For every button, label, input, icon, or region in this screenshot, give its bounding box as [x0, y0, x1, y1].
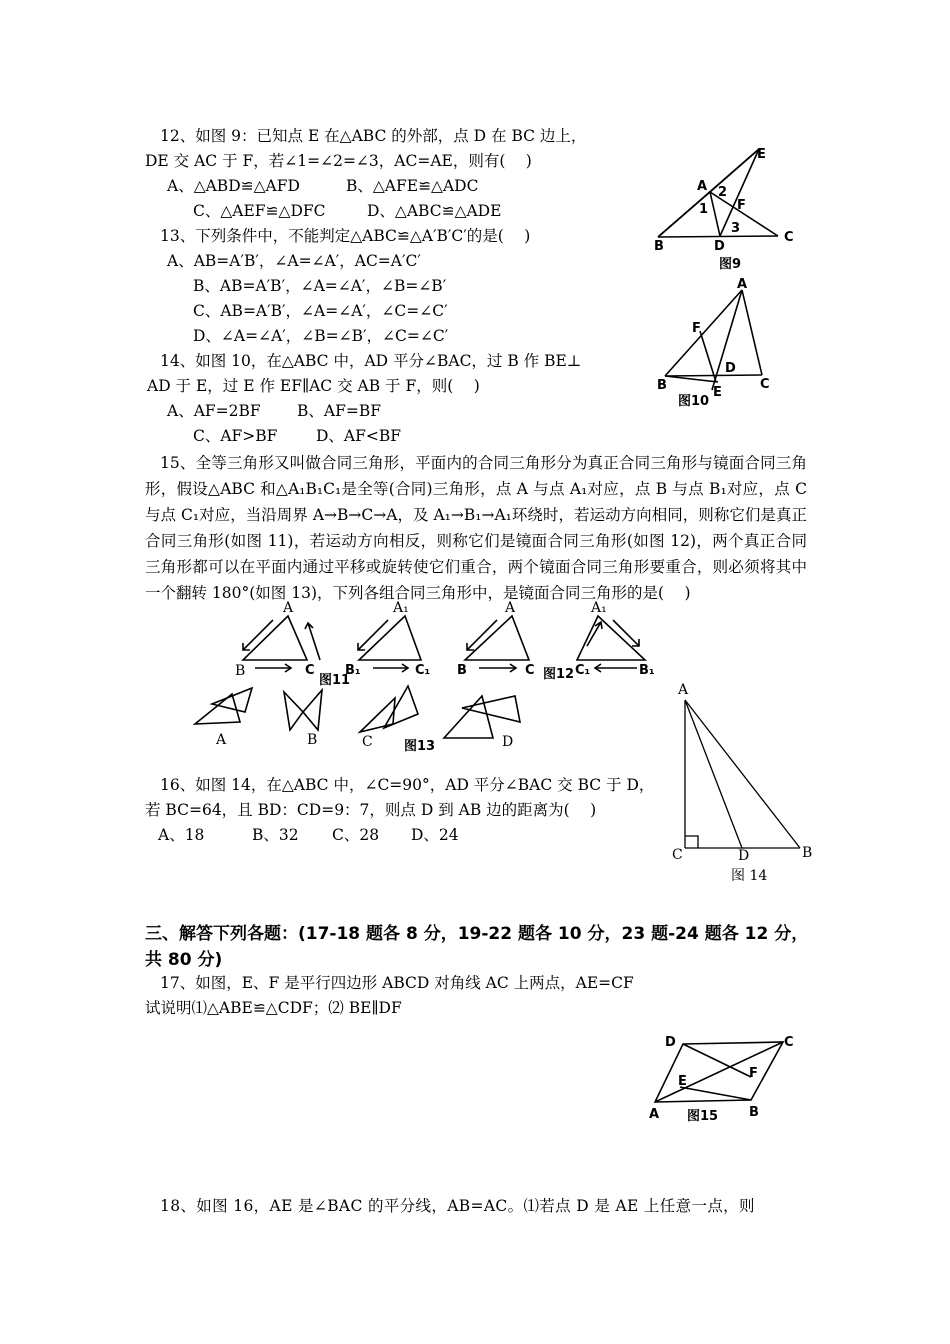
q12-option-c: C、△AEF≌△DFC — [193, 202, 326, 220]
fig12-label-b: B — [457, 663, 467, 678]
fig12-label-a1: A₁ — [591, 600, 607, 616]
fig9-caption: 图9 — [719, 257, 742, 272]
fig12-caption: 图12 — [543, 667, 575, 682]
fig10-label-c: C — [760, 377, 770, 392]
figure-9 — [648, 140, 808, 275]
fig13-b-triangle-1 — [284, 692, 303, 730]
q18-line1: 18、如图 16，AE 是∠BAC 的平分线，AB=AC。⑴若点 D 是 AE 上任意一点，则 — [160, 1197, 755, 1215]
fig9-label-b: B — [654, 239, 664, 254]
q13-option-d: D、∠A=∠A′，∠B=∠B′，∠C=∠C′ — [193, 327, 449, 345]
fig13-label-c: C — [362, 734, 373, 750]
q14-option-b: B、AF=BF — [297, 402, 381, 420]
fig10-line-fe — [700, 331, 716, 382]
fig10-label-e: E — [713, 385, 722, 400]
q16-option-c: C、28 — [332, 826, 380, 844]
fig13-label-d: D — [502, 734, 514, 750]
fig10-line-be — [665, 376, 718, 382]
figure-14 — [670, 676, 830, 886]
fig10-label-d: D — [725, 361, 736, 376]
fig13-b-triangle-2 — [303, 690, 322, 730]
q12-line1: 12、如图 9：已知点 E 在△ABC 的外部，点 D 在 BC 边上， — [160, 127, 587, 145]
fig13-label-a: A — [216, 732, 227, 748]
q16-line2: 若 BC=64，且 BD：CD=9：7，则点 D 到 AB 边的距离为( ) — [145, 801, 597, 819]
fig12-label-c: C — [525, 663, 535, 678]
q16-option-b: B、32 — [252, 826, 299, 844]
fig15-caption: 图15 — [687, 1109, 719, 1124]
fig13-c-triangle-1 — [360, 698, 395, 732]
fig12-triangle-1 — [465, 616, 529, 660]
fig11-label-c: C — [305, 663, 315, 678]
fig9-label-c: C — [784, 230, 794, 245]
fig9-label-3: 3 — [731, 221, 741, 236]
fig15-line-df — [683, 1044, 751, 1077]
q17-line2: 试说明⑴△ABE≌△CDF；⑵ BE∥DF — [145, 999, 402, 1017]
fig9-label-f: F — [737, 198, 746, 213]
q12-option-b: B、△AFE≌△ADC — [346, 177, 479, 195]
fig13-a-triangle-2 — [212, 688, 252, 712]
figure-13 — [190, 684, 530, 754]
fig15-label-b: B — [749, 1105, 759, 1120]
fig15-label-a: A — [649, 1107, 660, 1122]
section3-heading: 三、解答下列各题：(17-18 题各 8 分，19-22 题各 10 分，23 题-24 题各 12 分，共 80 分) — [145, 924, 809, 970]
fig11-label-c1: C₁ — [415, 663, 431, 678]
fig14-label-d: D — [738, 848, 750, 864]
fig11-arrow-1c — [308, 623, 320, 660]
q13-option-a: A、AB=A′B′，∠A=∠A′，AC=A′C′ — [167, 252, 421, 270]
fig11-triangle-1 — [243, 616, 307, 660]
fig13-label-b: B — [307, 732, 318, 748]
fig11-label-a1: A₁ — [393, 600, 409, 616]
fig11-arrow-2a — [358, 620, 388, 650]
fig10-caption: 图10 — [678, 394, 710, 409]
fig14-right-angle — [685, 836, 698, 848]
fig14-caption: 图 14 — [731, 868, 768, 884]
q15-paragraph: 15、全等三角形又叫做合同三角形，平面内的合同三角形分为真正合同三角形与镜面合同三角形，假设△ABC 和△A₁B₁C₁是全等(合同)三角形，点 A 与点 A₁对应，点 B 与点 B₁对应，点 C 与点 C₁对应，当沿周界 A→B→C→A，及 A₁→B₁→A₁环绕时，若运动方向相同，则称它们是真正合同三角形(如图 11)，若运动方向相反，则称它们是镜面合同三角形(如图 12)，两个真正合同三角形都可以在平面内通过平移或旋转使它们重合，两个镜面合同三角形要重合，则必须将其中一个翻转 180°(如图 13)，下列各组合同三角形中，是镜面合同三角形的是( ) — [145, 454, 807, 602]
figure-15 — [645, 1032, 805, 1132]
fig9-label-2: 2 — [718, 185, 728, 200]
fig9-line-bc — [658, 236, 778, 237]
fig9-label-a: A — [697, 179, 708, 194]
fig10-label-f: F — [692, 321, 701, 336]
fig15-label-c: C — [784, 1035, 794, 1050]
q13-option-c: C、AB=A′B′，∠A=∠A′，∠C=∠C′ — [193, 302, 448, 320]
q12-option-a: A、△ABD≌△AFD — [167, 177, 300, 195]
fig10-label-b: B — [657, 378, 667, 393]
fig14-label-b: B — [802, 845, 813, 861]
q14-option-a: A、AF=2BF — [167, 402, 261, 420]
fig11-label-b: B — [235, 663, 246, 679]
fig15-line-eb — [680, 1087, 751, 1100]
q13-line1: 13、下列条件中，不能判定△ABC≌△A′B′C′的是( ) — [160, 227, 531, 245]
q16-option-d: D、24 — [411, 826, 459, 844]
fig11-caption: 图11 — [319, 673, 351, 688]
fig14-label-a: A — [678, 682, 689, 698]
fig10-label-a: A — [737, 277, 748, 292]
fig13-c-triangle-2 — [384, 686, 418, 728]
q16-line1: 16、如图 14，在△ABC 中，∠C=90°，AD 平分∠BAC 交 BC 于 D， — [160, 776, 655, 794]
fig12-label-b1: B₁ — [639, 663, 655, 678]
fig9-line-be — [658, 149, 759, 237]
fig13-caption: 图13 — [404, 739, 436, 754]
fig15-diagonal-ac — [655, 1042, 783, 1102]
q12-line2: DE 交 AC 于 F，若∠1=∠2=∠3，AC=AE，则有( ) — [145, 152, 532, 170]
fig9-label-1: 1 — [699, 202, 709, 217]
fig14-line-ad — [685, 700, 742, 848]
q14-line2: AD 于 E，过 E 作 EF∥AC 交 AB 于 F，则( ) — [147, 377, 480, 395]
q14-option-d: D、AF<BF — [316, 427, 402, 445]
fig11-triangle-2 — [359, 616, 421, 660]
fig9-label-e: E — [757, 147, 766, 162]
figures-11-12 — [225, 598, 675, 686]
q13-option-b: B、AB=A′B′，∠A=∠A′，∠B=∠B′ — [193, 277, 447, 295]
fig15-label-d: D — [665, 1035, 676, 1050]
fig11-label-a: A — [283, 600, 294, 616]
q12-option-d: D、△ABC≌△ADE — [367, 202, 502, 220]
q14-option-c: C、AF>BF — [193, 427, 278, 445]
fig15-label-e: E — [678, 1074, 687, 1089]
q14-line1: 14、如图 10，在△ABC 中，AD 平分∠BAC，过 B 作 BE⊥ — [160, 352, 582, 370]
fig10-line-ac — [742, 290, 762, 375]
fig15-label-f: F — [749, 1066, 758, 1081]
fig9-label-d: D — [714, 239, 725, 254]
fig12-label-c1: C₁ — [575, 663, 591, 678]
fig12-label-a: A — [505, 600, 516, 616]
fig12-triangle-2 — [577, 616, 645, 660]
fig14-label-c: C — [672, 847, 683, 863]
fig11-label-b1: B₁ — [345, 663, 361, 678]
q17-line1: 17、如图，E、F 是平行四边形 ABCD 对角线 AC 上两点，AE=CF — [160, 974, 634, 992]
q16-option-a: A、18 — [158, 826, 205, 844]
fig14-line-ab — [685, 700, 800, 848]
figure-10 — [650, 272, 790, 412]
